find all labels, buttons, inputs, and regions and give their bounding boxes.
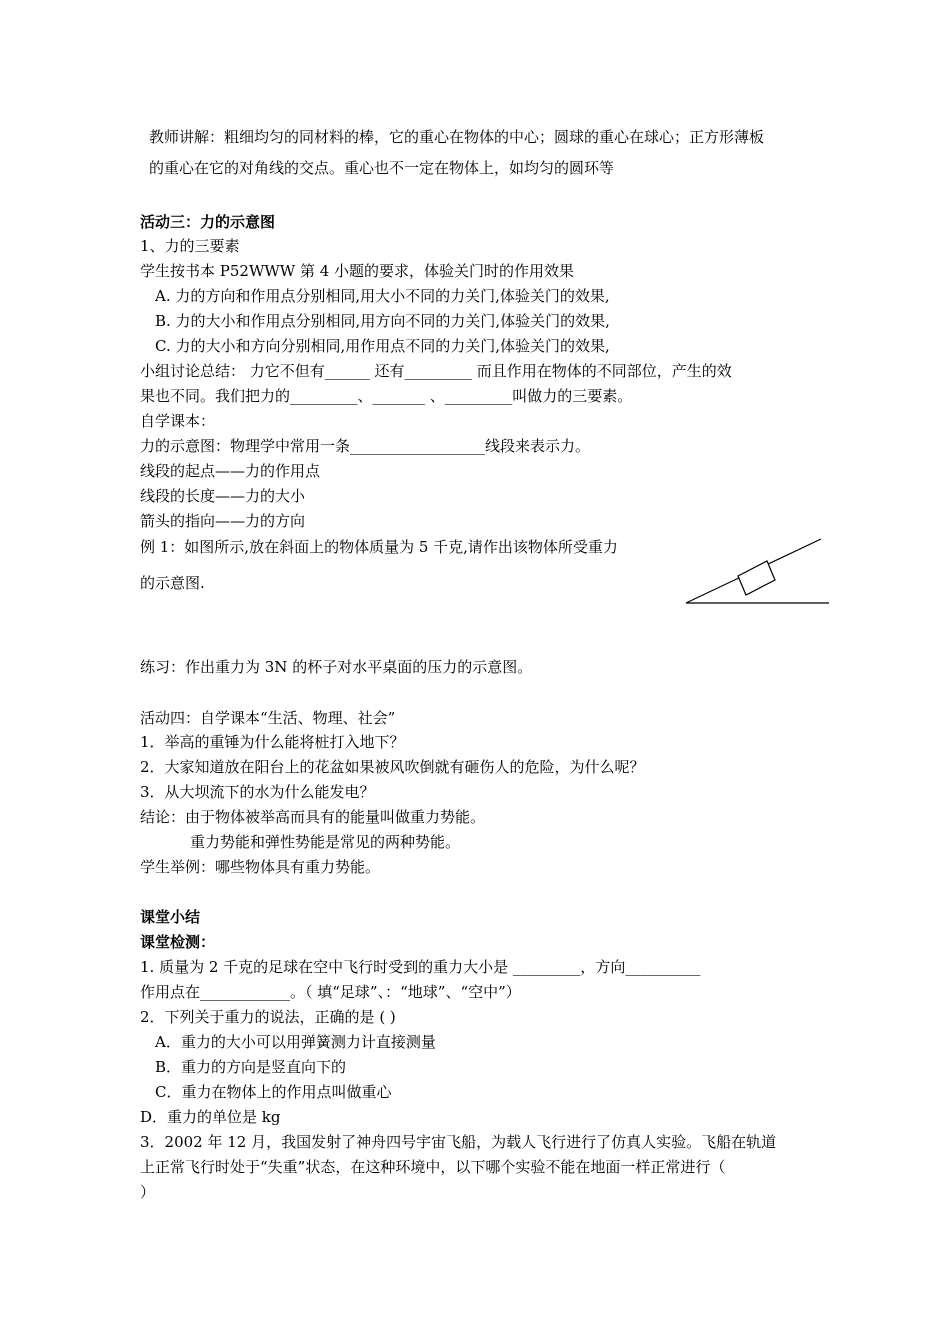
incline-block-figure: [680, 530, 840, 610]
test-q2: 2．下列关于重力的说法，正确的是 ( ): [140, 1008, 396, 1026]
activity3-selfstudy: 自学课本：: [140, 412, 216, 430]
test-q1-line-2: 作用点在____________。（ 填“足球”、：“地球”、“空中”）: [140, 983, 521, 1001]
example1-line-1: 例 1：如图所示,放在斜面上的物体质量为 5 千克,请作出该物体所受重力: [140, 538, 618, 556]
activity3-title: 活动三：力的示意图: [140, 213, 276, 231]
segment-length-rule: 线段的长度——力的大小: [140, 487, 306, 505]
intro-line-1: 教师讲解：粗细均匀的同材料的棒，它的重心在物体的中心；圆球的重心在球心；正方形薄板: [149, 128, 765, 146]
test-q3-line-2: 上正常飞行时处于“失重”状态，在这种环境中，以下哪个实验不能在地面一样正常进行（: [140, 1158, 726, 1176]
activity3-summary-2: 果也不同。我们把力的_________、_______ 、_________叫做力的三要素。: [140, 387, 633, 405]
test-q2-option-a: A．重力的大小可以用弹簧测力计直接测量: [155, 1033, 436, 1051]
arrow-direction-rule: 箭头的指向——力的方向: [140, 512, 306, 530]
block-on-incline: [738, 561, 775, 595]
activity4-q3: 3．从大坝流下的水为什么能发电？: [140, 783, 375, 801]
test-q2-option-b: B．重力的方向是竖直向下的: [155, 1058, 347, 1076]
lesson-test-title: 课堂检测：: [140, 933, 216, 951]
activity3-option-b: B. 力的大小和作用点分别相同,用方向不同的力关门,体验关门的效果,: [155, 312, 610, 330]
activity3-option-c: C. 力的大小和方向分别相同,用作用点不同的力关门,体验关门的效果,: [155, 337, 610, 355]
intro-line-2: 的重心在它的对角线的交点。重心也不一定在物体上，如均匀的圆环等: [149, 159, 615, 177]
test-q3-line-3: ）: [140, 1183, 156, 1201]
example1-line-2: 的示意图.: [140, 574, 205, 592]
activity4-examples: 学生举例：哪些物体具有重力势能。: [140, 858, 381, 876]
activity4-q1: 1．举高的重锤为什么能将桩打入地下？: [140, 733, 405, 751]
activity3-summary-1: 小组讨论总结： 力它不但有______ 还有_________ 而且作用在物体的不同部位，产生的效: [140, 362, 732, 380]
test-q2-option-d: D．重力的单位是 kg: [140, 1108, 281, 1126]
lesson-summary-title: 课堂小结: [140, 908, 201, 926]
test-q3-line-1: 3．2002 年 12 月，我国发射了神舟四号宇宙飞船，为载人飞行进行了仿真人实验。飞船在轨道: [140, 1133, 777, 1151]
test-q2-option-c: C．重力在物体上的作用点叫做重心: [155, 1083, 392, 1101]
activity4-q2: 2．大家知道放在阳台上的花盆如果被风吹倒就有砸伤人的危险，为什么呢？: [140, 758, 645, 776]
activity4-conclusion-2: 重力势能和弹性势能是常见的两种势能。: [190, 833, 461, 851]
activity3-option-a: A. 力的方向和作用点分别相同,用大小不同的力关门,体验关门的效果,: [155, 287, 610, 305]
segment-start-rule: 线段的起点——力的作用点: [140, 462, 321, 480]
activity4-conclusion-1: 结论：由于物体被举高而具有的能量叫做重力势能。: [140, 808, 486, 826]
activity3-point1: 1、力的三要素: [140, 237, 240, 255]
practice-line: 练习：作出重力为 3N 的杯子对水平桌面的压力的示意图。: [140, 658, 533, 676]
activity3-task: 学生按书本 P52WWW 第 4 小题的要求，体验关门时的作用效果: [140, 262, 575, 280]
test-q1-line-1: 1. 质量为 2 千克的足球在空中飞行时受到的重力大小是 _________，方向__________: [140, 958, 701, 976]
activity4-title: 活动四：自学课本“生活、物理、社会”: [140, 709, 396, 727]
force-diagram-definition: 力的示意图：物理学中常用一条__________________线段来表示力。: [140, 437, 591, 455]
